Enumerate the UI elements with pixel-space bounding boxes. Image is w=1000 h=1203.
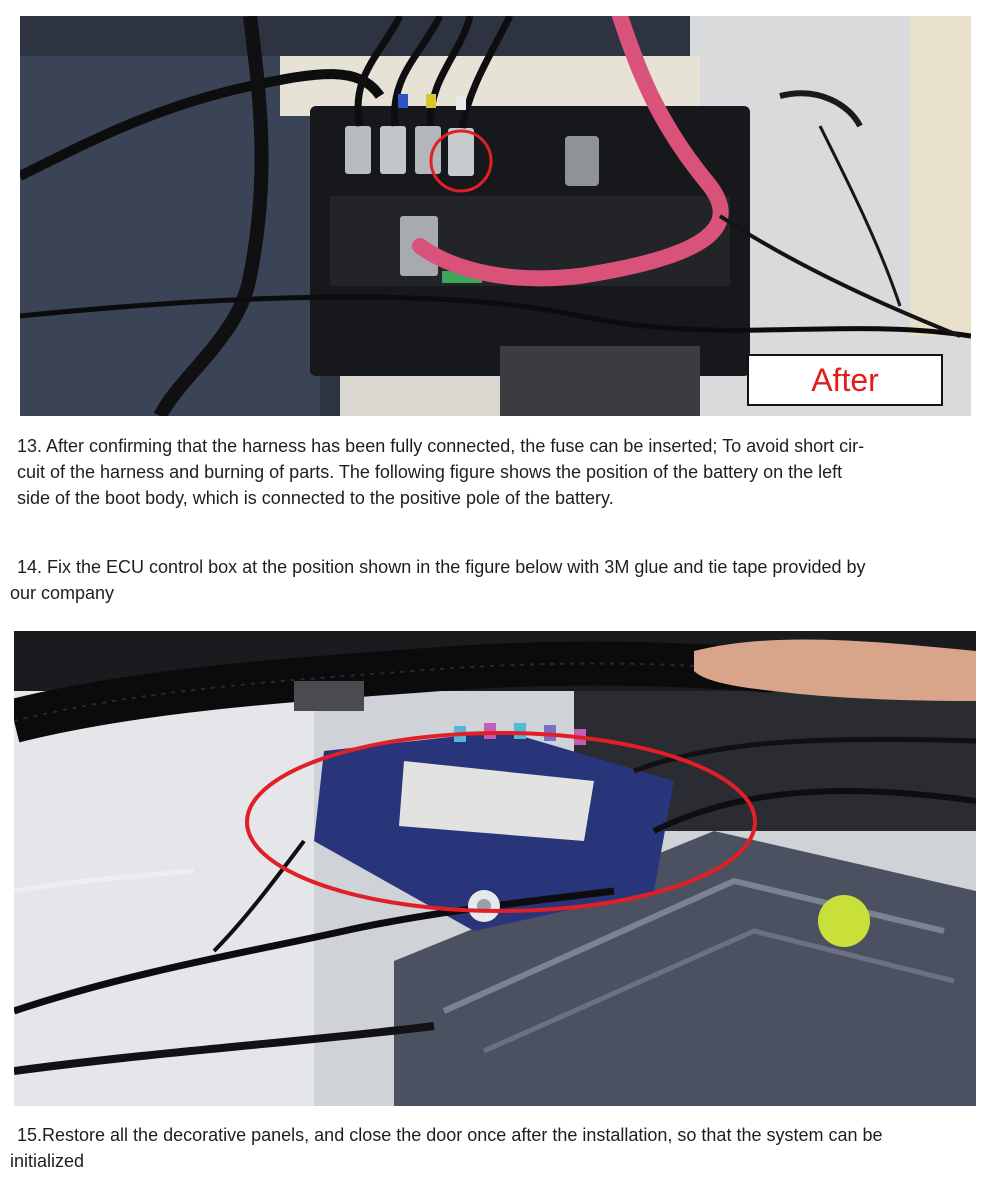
step-13-instruction [10,433,970,511]
ecu-mounting-photo [14,631,976,1106]
step-15-line-2: initialized [10,1151,85,1171]
step-13-line-3: side of the boot body, which is connected to the positive pole of the battery. [17,488,614,508]
step-14-instruction [10,554,970,606]
step-13-line-2: cuit of the harness and burning of parts. The following figure shows the position of the battery on the left [17,462,843,482]
battery-fuse-photo [20,16,971,416]
step-14-line-1: 14. Fix the ECU control box at the position shown in the figure below with 3M glue and tie tape provided by [17,557,866,577]
ecu-mounting-illustration [14,631,976,1106]
green-sticker [818,895,870,947]
step-13-line-1: 13. After confirming that the harness has been fully connected, the fuse can be inserted; To avoid short cir- [17,436,865,456]
step-14-line-2: our company [10,583,115,603]
step-15-line-1: 15.Restore all the decorative panels, and close the door once after the installation, so that the system can be [17,1125,883,1145]
step-15-instruction [10,1122,985,1174]
highlighted-fuse [448,128,474,176]
after-label: After [747,354,943,406]
